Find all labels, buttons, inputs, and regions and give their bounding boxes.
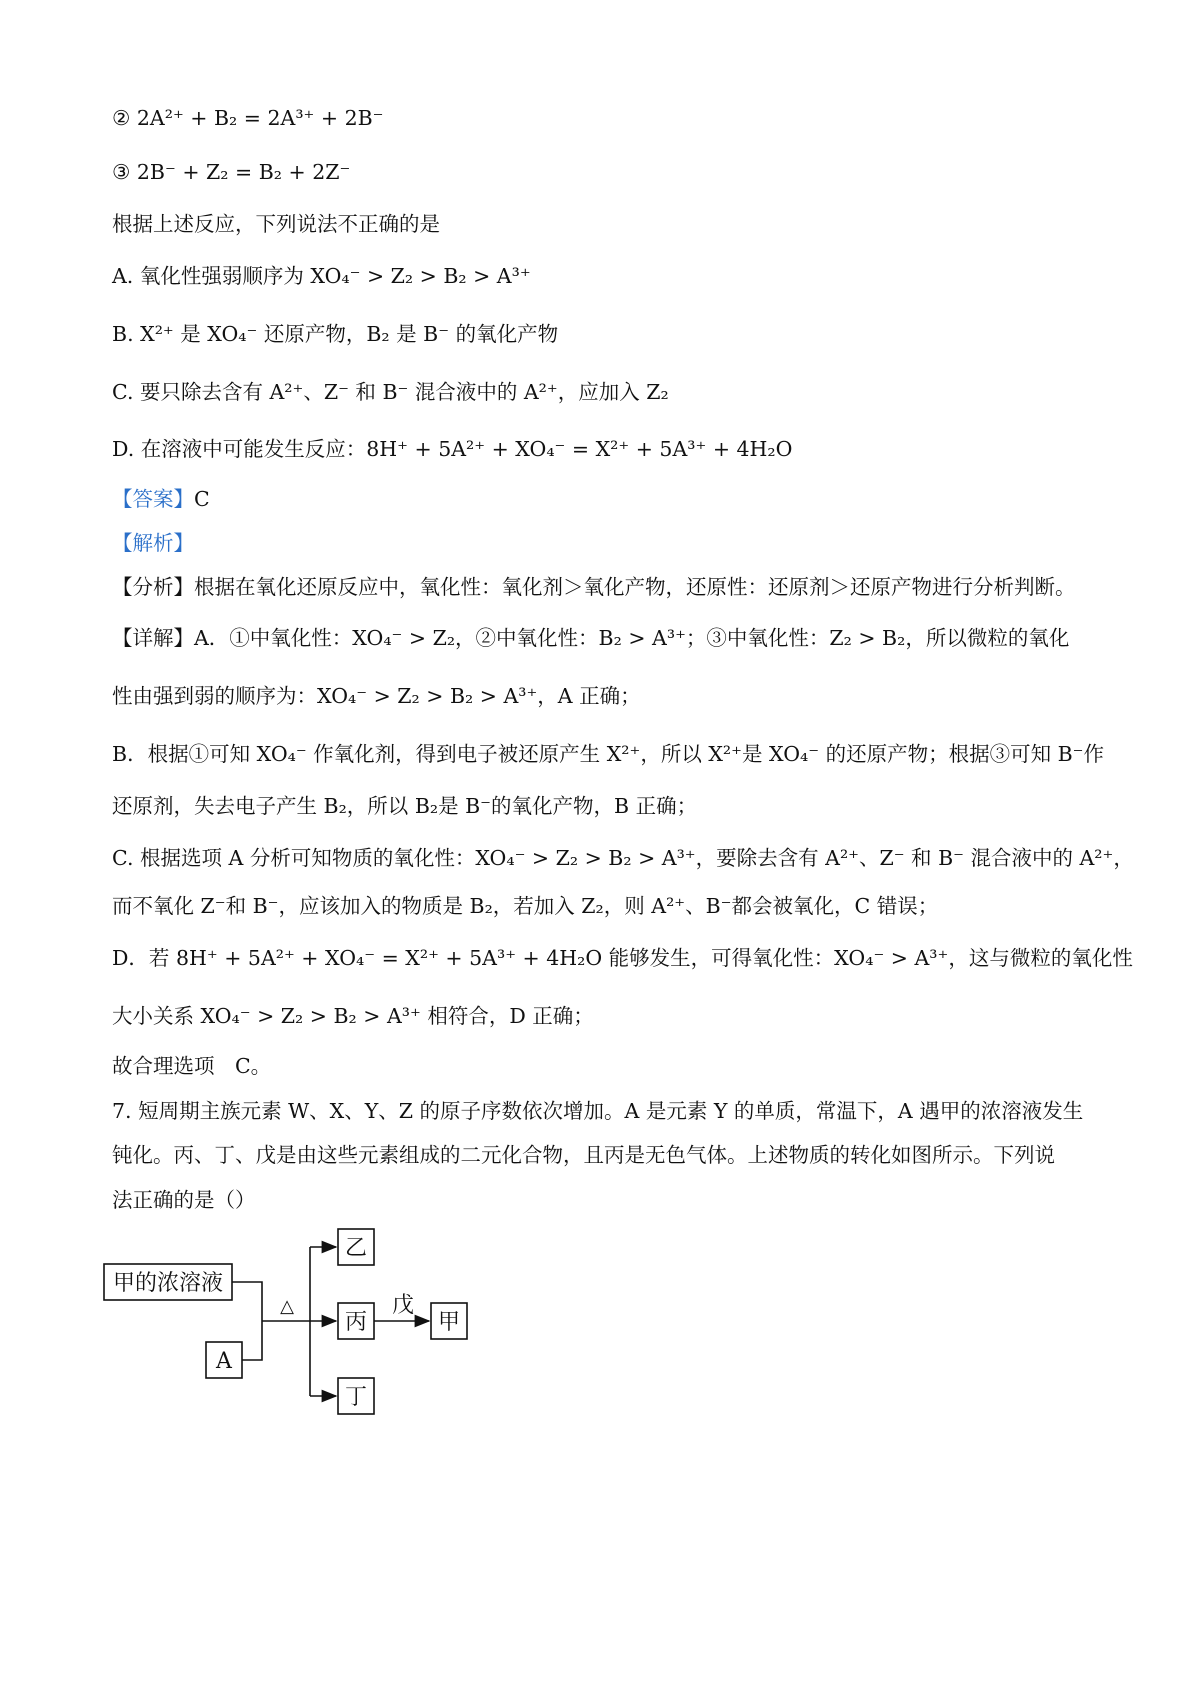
label-jia-concentrated: 甲的浓溶液: [112, 1271, 224, 1296]
option-d: D. 在溶液中可能发生反应：8H⁺ + 5A²⁺ + XO₄⁻ = X²⁺ + 5A³⁺ + 4H₂O: [112, 437, 793, 461]
label-a: A: [216, 1349, 232, 1374]
detail-a-line1: 【详解】A．①中氧化性：XO₄⁻ > Z₂，②中氧化性：B₂ > A³⁺；③中氧化性：Z₂ > B₂，所以微粒的氧化: [112, 626, 1070, 650]
answer-tag: 【答案】: [112, 487, 194, 511]
detail-c-line2: 而不氧化 Z⁻和 B⁻，应该加入的物质是 B₂，若加入 Z₂，则 A²⁺、B⁻都会被氧化，C 错误；: [112, 894, 939, 918]
detail-a-line2: 性由强到弱的顺序为：XO₄⁻ > Z₂ > B₂ > A³⁺，A 正确；: [112, 684, 641, 708]
detail-d-line1: D．若 8H⁺ + 5A²⁺ + XO₄⁻ = X²⁺ + 5A³⁺ + 4H₂O 能够发生，可得氧化性：XO₄⁻ > A³⁺，这与微粒的氧化性: [112, 946, 1133, 970]
question-stem: 根据上述反应，下列说法不正确的是: [112, 212, 440, 236]
label-ding: 丁: [344, 1385, 368, 1410]
detail-b-line1: B．根据①可知 XO₄⁻ 作氧化剂，得到电子被还原产生 X²⁺，所以 X²⁺是 XO₄⁻ 的还原产物；根据③可知 B⁻作: [112, 742, 1104, 766]
conclusion: 故合理选项 C。: [112, 1054, 272, 1078]
reaction-3: ③ 2B⁻ + Z₂ = B₂ + 2Z⁻: [112, 160, 351, 184]
reactant-connector: [232, 1282, 262, 1360]
analysis-tag: 【解析】: [112, 531, 194, 555]
detail-d-line2: 大小关系 XO₄⁻ > Z₂ > B₂ > A³⁺ 相符合，D 正确；: [112, 1004, 594, 1028]
answer-value: C: [194, 487, 210, 511]
detail-c-line1: C. 根据选项 A 分析可知物质的氧化性：XO₄⁻ > Z₂ > B₂ > A³⁺，要除去含有 A²⁺、Z⁻ 和 B⁻ 混合液中的 A²⁺，: [112, 846, 1134, 870]
label-jia: 甲: [437, 1310, 461, 1335]
q7-line2: 钝化。丙、丁、戊是由这些元素组成的二元化合物，且丙是无色气体。上述物质的转化如图所示。下列说: [112, 1143, 1055, 1167]
label-wu: 戊: [391, 1293, 415, 1318]
option-c: C. 要只除去含有 A²⁺、Z⁻ 和 B⁻ 混合液中的 A²⁺，应加入 Z₂: [112, 380, 669, 404]
label-bing: 丙: [344, 1310, 368, 1335]
heat-symbol: △: [280, 1296, 294, 1317]
detail-b-line2: 还原剂，失去电子产生 B₂，所以 B₂是 B⁻的氧化产物，B 正确；: [112, 794, 698, 818]
analysis-summary: 【分析】根据在氧化还原反应中，氧化性：氧化剂＞氧化产物，还原性：还原剂＞还原产物进行分析判断。: [112, 575, 1076, 599]
q7-line3: 法正确的是（）: [112, 1188, 256, 1212]
option-a: A. 氧化性强弱顺序为 XO₄⁻ > Z₂ > B₂ > A³⁺: [112, 264, 531, 288]
label-yi: 乙: [344, 1236, 368, 1261]
option-b: B. X²⁺ 是 XO₄⁻ 还原产物，B₂ 是 B⁻ 的氧化产物: [112, 322, 559, 346]
reaction-2: ② 2A²⁺ + B₂ = 2A³⁺ + 2B⁻: [112, 106, 384, 130]
q7-line1: 7. 短周期主族元素 W、X、Y、Z 的原子序数依次增加。A 是元素 Y 的单质，常温下，A 遇甲的浓溶液发生: [112, 1099, 1084, 1123]
